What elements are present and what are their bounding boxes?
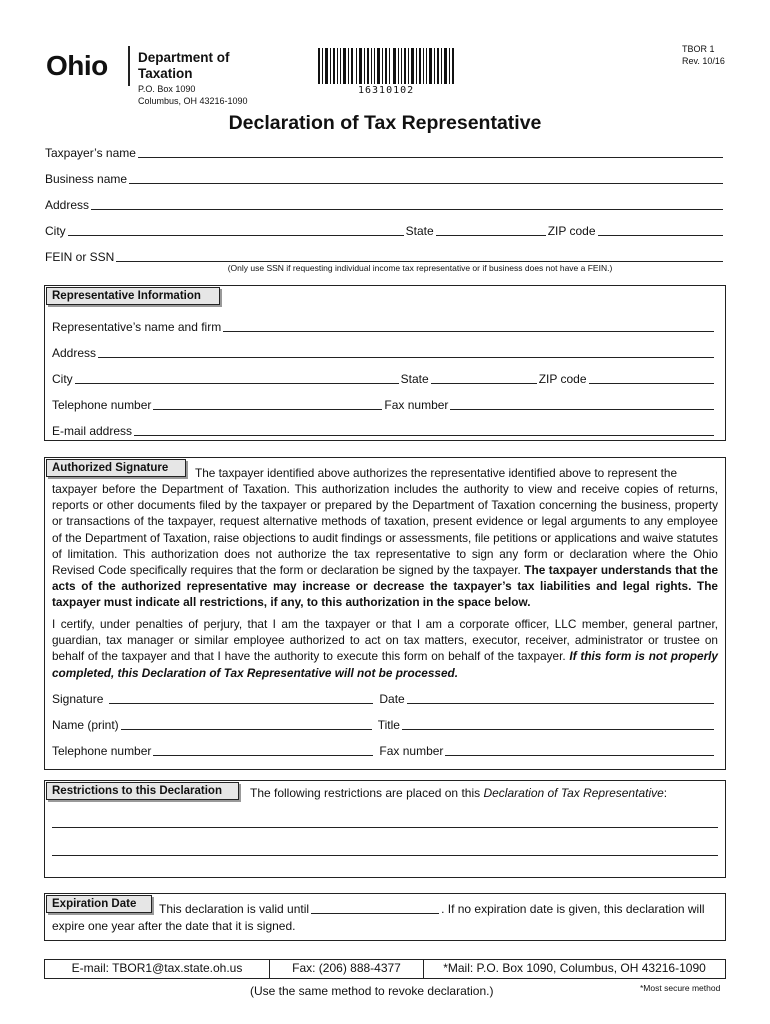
rep-email-row	[52, 422, 716, 438]
taxpayer-city-label: City	[45, 224, 66, 238]
taxpayer-name-label: Taxpayer’s name	[45, 146, 136, 160]
rep-address-row	[52, 344, 716, 360]
taxpayer-address-label: Address	[45, 198, 90, 212]
rep-phone-row	[52, 396, 716, 412]
footer-email: E-mail: TBOR1@tax.state.oh.us	[44, 959, 270, 979]
restrictions-text	[250, 786, 667, 800]
sign-fax-label: Fax number	[379, 744, 444, 758]
rep-name-field[interactable]	[223, 331, 714, 332]
taxpayer-state-label: State	[405, 224, 434, 238]
fein-row	[45, 248, 725, 264]
certification-warning: If this form is not properly completed, this Declaration of Tax Representative will not be processed.	[52, 649, 718, 680]
rep-state-field[interactable]	[431, 383, 537, 384]
restrictions-title: Restrictions to this Declaration	[46, 782, 239, 800]
restrictions-line-2[interactable]	[52, 855, 718, 856]
logo-divider	[128, 46, 130, 86]
rep-name-label: Representative’s name and firm	[52, 320, 222, 334]
expiration-line2: expire one year after the date that it is signed.	[52, 919, 296, 933]
signature-label: Signature	[52, 692, 104, 706]
restrictions-text-lead: The following restrictions are placed on this	[250, 786, 481, 800]
rep-fax-field[interactable]	[450, 409, 714, 410]
restrictions-text-italic: Declaration of Tax Representative	[483, 786, 664, 800]
taxpayer-address-row	[45, 196, 725, 212]
taxpayer-city-row	[45, 222, 725, 238]
taxpayer-zip-field[interactable]	[598, 235, 723, 236]
representative-section	[44, 285, 726, 441]
po-box: P.O. Box 1090	[138, 84, 196, 94]
title-label: Title	[377, 718, 400, 732]
rep-zip-label: ZIP code	[538, 372, 587, 386]
rep-city-row	[52, 370, 716, 386]
authorization-paragraph	[52, 481, 718, 611]
expiration-lead: This declaration is valid until	[159, 902, 310, 916]
rep-address-label: Address	[52, 346, 97, 360]
rep-city-label: City	[52, 372, 73, 386]
taxpayer-address-field[interactable]	[91, 209, 723, 210]
taxpayer-name-row	[45, 144, 725, 160]
expiration-title: Expiration Date	[46, 895, 152, 913]
signature-field[interactable]	[109, 703, 373, 704]
rep-phone-field[interactable]	[153, 409, 382, 410]
fein-note: (Only use SSN if requesting individual income tax representative or if business does not have a FEIN.)	[227, 263, 613, 273]
restrictions-line-1[interactable]	[52, 827, 718, 828]
authorization-bold: The taxpayer understands that the acts of the authorized representative may increase or decrease the taxpayer’s tax liabilities and legal rights. The taxpayer must indicate all restrictions, if any, to this authorization in the space below.	[52, 563, 719, 610]
certification-paragraph	[52, 616, 718, 681]
rep-city-field[interactable]	[75, 383, 399, 384]
revoke-note: (Use the same method to revoke declaration.)	[250, 984, 494, 998]
certification-body: I certify, under penalties of perjury, that I am the taxpayer or that I am a corporate officer, LLC member, general partner, guardian, tax manager or similar employee authorized to act on tax matters, executor, receiver, administrator or trustee on behalf of the taxpayer and that I have the authority to execute this form on behalf of the taxpayer.	[52, 617, 718, 664]
taxpayer-state-field[interactable]	[436, 235, 546, 236]
rep-name-row	[52, 318, 716, 334]
representative-section-title: Representative Information	[46, 287, 220, 305]
form-id	[682, 44, 725, 67]
footer-mail: *Mail: P.O. Box 1090, Columbus, OH 43216-1090	[424, 959, 726, 979]
authorized-signature-title: Authorized Signature	[46, 459, 186, 477]
barcode-number: 16310102	[358, 85, 415, 96]
page-title: Declaration of Tax Representative	[228, 112, 542, 134]
authorization-lead-text: The taxpayer identified above authorizes the representative identified above to represent the	[195, 466, 678, 480]
city-line: Columbus, OH 43216-1090	[138, 95, 248, 106]
name-print-label: Name (print)	[52, 718, 119, 732]
sign-phone-row	[52, 742, 716, 758]
rep-state-label: State	[400, 372, 429, 386]
sign-date-field[interactable]	[407, 703, 714, 704]
department-line1: Department of	[138, 50, 230, 65]
expiration-row	[159, 900, 719, 916]
sign-phone-label: Telephone number	[52, 744, 152, 758]
rep-email-field[interactable]	[134, 435, 714, 436]
form-revision: Rev. 10/16	[682, 55, 725, 66]
secure-note: *Most secure method	[640, 983, 721, 993]
rep-fax-label: Fax number	[384, 398, 449, 412]
restrictions-text-end: :	[663, 786, 668, 800]
department-name	[138, 50, 230, 82]
signature-row	[52, 690, 716, 706]
sign-fax-field[interactable]	[445, 755, 714, 756]
taxpayer-zip-label: ZIP code	[547, 224, 596, 238]
footer-fax: Fax: (206) 888-4377	[270, 959, 424, 979]
taxpayer-city-field[interactable]	[68, 235, 404, 236]
expiration-date-field[interactable]	[311, 913, 439, 914]
sign-date-label: Date	[379, 692, 405, 706]
department-line2: Taxation	[138, 66, 193, 81]
department-address	[138, 84, 248, 107]
rep-email-label: E-mail address	[52, 424, 133, 438]
business-name-field[interactable]	[129, 183, 723, 184]
sign-phone-field[interactable]	[153, 755, 373, 756]
expiration-tail: . If no expiration date is given, this declaration will	[441, 902, 705, 916]
fein-label: FEIN or SSN	[45, 250, 115, 264]
authorization-body: taxpayer before the Department of Taxation. This authorization includes the authority to view and receive copies of returns, reports or other documents filed by the taxpayer or prepared by the Department of Taxation concerning the business, property or transactions of the taxpayer, request alternative methods of taxation, present evidence or legal arguments to any employee of the Department of Taxation, raise objections to audit findings or assessments, file petitions or applications and waive statutes of limitation. This authorization does not authorize the tax representative to sign any form or declaration where the Ohio Revised Code specifically requires that the form or declaration be signed by the taxpayer.	[52, 482, 718, 578]
business-name-row	[45, 170, 725, 186]
name-print-field[interactable]	[121, 729, 372, 730]
rep-phone-label: Telephone number	[52, 398, 152, 412]
ohio-logo: Ohio	[46, 50, 108, 81]
title-field[interactable]	[402, 729, 714, 730]
barcode-image	[318, 48, 454, 84]
rep-address-field[interactable]	[98, 357, 714, 358]
rep-zip-field[interactable]	[589, 383, 714, 384]
fein-field[interactable]	[116, 261, 723, 262]
taxpayer-name-field[interactable]	[138, 157, 723, 158]
form-number: TBOR 1	[682, 44, 715, 54]
name-print-row	[52, 716, 716, 732]
business-name-label: Business name	[45, 172, 128, 186]
